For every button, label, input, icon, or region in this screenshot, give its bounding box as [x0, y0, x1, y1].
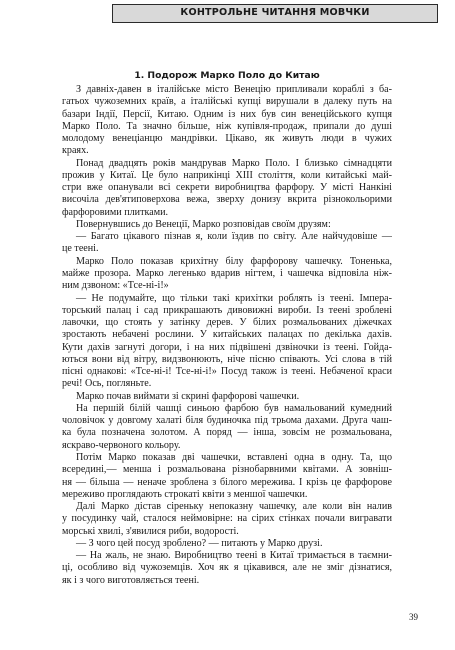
- text-line: краях.: [62, 145, 89, 157]
- story-body: [62, 84, 392, 587]
- text-line: прожив у Китаї. Це було наприкінці XIII століття, коли китайські май-: [62, 169, 392, 181]
- text-line: майже прозора. Марко легенько вдарив нігтем, і чашечка відповіла ніж-: [62, 267, 392, 279]
- text-line: ня — більша — неначе зроблена з білого мережива. І крізь це фарфорове: [62, 476, 392, 488]
- text-line: морські хвилі, з'явилися риби, водорості.: [62, 525, 239, 537]
- text-line: — Багато цікавого пізнав я, коли їздив по світу. Але найчудовіше —: [76, 231, 392, 243]
- text-line: мереживо проглядають строкаті квіти з меншої чашечки.: [62, 488, 308, 500]
- text-line: ним дзвоном: «Тсе-ні-і!»: [62, 280, 169, 292]
- text-line: — Не подумайте, що тільки такі крихітки роблять із теені. Імпера-: [76, 292, 392, 304]
- text-line: З давніх-давен в італійське місто Венецію припливали кораблі з ба-: [76, 84, 392, 95]
- text-line: Потім Марко показав дві чашечки, вставлені одна в одну. Та, що: [76, 451, 392, 463]
- text-line: На першій білій чашці синьою фарбою був намальований кумедний: [76, 402, 392, 414]
- text-line: — З чого цей посуд зроблено? — питають у Марко друзі.: [76, 537, 323, 549]
- text-line: торський палац і сад прикрашають дивовижні вироби. Із теені зроблені: [62, 304, 392, 316]
- story-title: 1. Подорож Марко Поло до Китаю: [134, 70, 320, 81]
- text-line: Марко почав виймати зі скрині фарфорові чашечки.: [76, 390, 300, 402]
- text-line: Далі Марко дістав сіреньку непоказну чашечку, але коли він налив: [76, 501, 392, 513]
- text-line: стри вже опанували всі секрети виробництва фарфору. У місті Нанкіні: [62, 182, 392, 194]
- text-line: це теені.: [62, 243, 99, 255]
- text-line: ці, особливо від чужоземців. Хоч як я цікавився, але не зміг дізнатися,: [62, 562, 392, 574]
- text-line: у посудинку чай, сталося неймовірне: на сірих стінках почали вигравати: [62, 513, 392, 525]
- text-line: Марко Поло. Та значно більше, ніж купівля-продаж, припали до душі: [62, 120, 392, 132]
- text-line: чоловічок у довгому халаті біля будиночка під трьома дахами. Друга чаш-: [62, 415, 392, 427]
- text-line: речі! Ось, погляньте.: [62, 378, 152, 390]
- text-line: яскраво-червоного кольору.: [62, 439, 181, 451]
- text-line: всередині,— менша і розмальована різнобарвними квітами. А зовніш-: [62, 464, 392, 476]
- text-line: ються вони від вітру, видзвонюють, ніче пісню співають. Усі слова в тій: [62, 353, 392, 365]
- text-line: Кути дахів загнуті догори, і на них підвішені дзвіночки із теені. Гойда-: [62, 341, 392, 353]
- text-line: як і з чого виготовляється теені.: [62, 574, 200, 586]
- text-line: пісні однакові: «Тсе-ні-і! Тсе-ні-і!» Посуд також із теені. Небаченої краси: [62, 366, 392, 378]
- text-line: ка була позначена золотом. А поряд — інша, зовсім не розмальована,: [62, 427, 392, 439]
- text-line: — На жаль, не знаю. Виробництво теені в Китаї тримається в таємни-: [76, 550, 392, 562]
- text-line: Понад двадцять років мандрував Марко Поло. І близько сімнадцяти: [76, 157, 392, 169]
- text-line: зростають небачені рослини. У китайських палацах по декілька дахів.: [62, 329, 392, 341]
- text-line: Марко Поло показав крихітну білу фарфорову чашечку. Тоненька,: [76, 255, 392, 267]
- page-number: 39: [409, 612, 418, 622]
- section-header: [112, 4, 438, 23]
- text-line: лавочки, що стоять у затінку дерев. У білих розмальованих діжечках: [62, 317, 392, 329]
- text-line: фарфоровими плитками.: [62, 206, 169, 218]
- text-line: гатьох чужоземних країв, а італійські купці вирушали в далеку путь на: [62, 96, 392, 108]
- text-line: Повернувшись до Венеції, Марко розповідав своїм друзям:: [76, 218, 331, 230]
- section-header-title: КОНТРОЛЬНЕ ЧИТАННЯ МОВЧКИ: [180, 7, 370, 18]
- text-line: височіла дев'ятиповерхова вежа, зверху донизу вкрита різнокольорими: [62, 194, 392, 206]
- text-line: молодому венеціанцю мандрівки. Цікаво, як живуть люди в чужих: [62, 133, 392, 145]
- text-line: базари Індії, Персії, Китаю. Одним із них був син венеційського купця: [62, 108, 392, 120]
